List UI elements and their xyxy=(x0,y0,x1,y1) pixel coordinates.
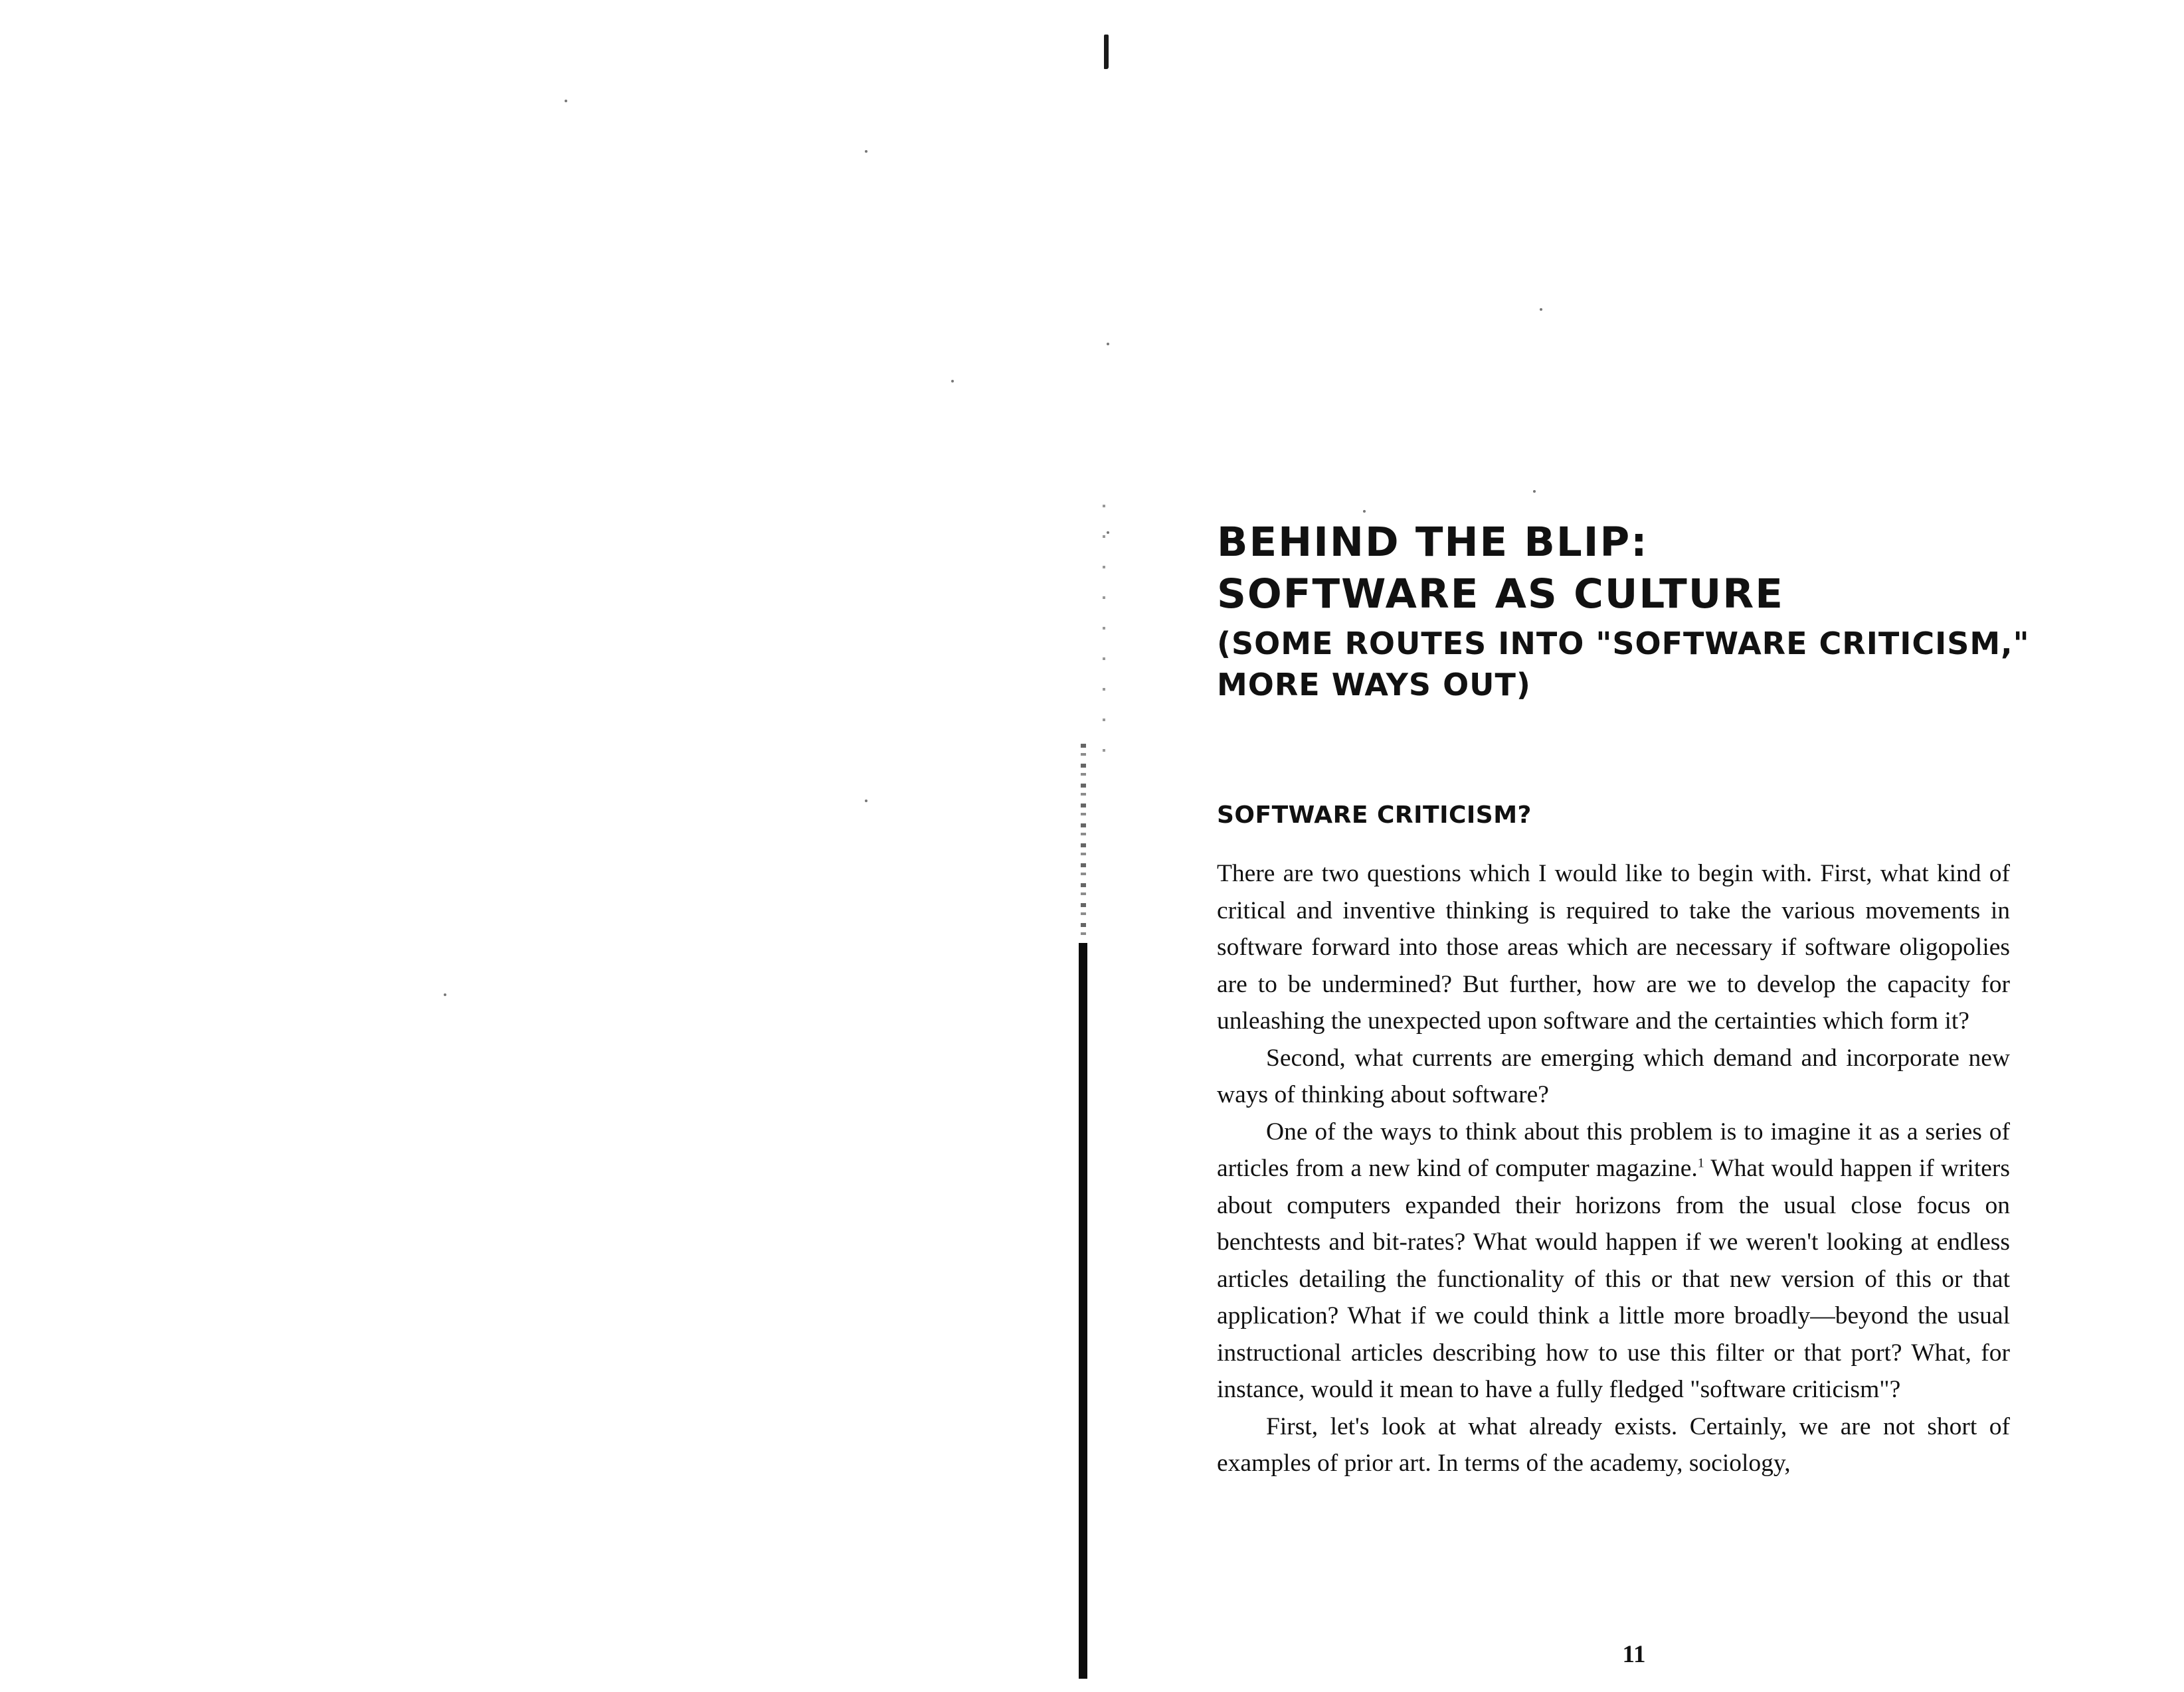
scan-speck xyxy=(1533,490,1536,493)
paragraph-text: What would happen if writers about computers expanded their horizons from the usual close focus on benchtests and bit-rates? What would happen if we weren't looking at endless articles detailing the functionality of this or that new version of this or that application? What if we could think a little more broadly—beyond the usual instructional articles describing how to use this filter or that port? What, for instance, would it mean to have a fully fledged "software criticism"? xyxy=(1217,1155,2010,1403)
scan-speck xyxy=(865,800,867,802)
chapter-subtitle-line-1: (SOME ROUTES INTO "SOFTWARE CRITICISM," xyxy=(1217,626,2030,661)
page-number: 11 xyxy=(1622,1641,1646,1668)
paragraph: There are two questions which I would like to begin with. First, what kind of critical and inventive thinking is required to take the various movements in software forward into those areas which are necessary if software oligopolies are to be undermined? But further, how are we to develop the capacity for unleashing the unexpected upon software and the certainties which form it? xyxy=(1217,860,2010,1035)
footnote-reference[interactable]: 1 xyxy=(1697,1155,1704,1171)
chapter-subtitle xyxy=(1217,623,2030,705)
chapter-title-line-2: SOFTWARE AS CULTURE xyxy=(1217,570,1784,618)
chapter-subtitle-line-2: MORE WAYS OUT) xyxy=(1217,667,1531,703)
scan-speck xyxy=(444,993,446,996)
scan-speck xyxy=(1107,531,1109,534)
gutter-shadow-bar xyxy=(1079,943,1087,1679)
scan-artifact-noise xyxy=(1081,744,1086,943)
scan-artifact-mark xyxy=(1104,35,1109,69)
paragraph-text: One of the ways to think about this problem is to imagine it as a series of articles from a new kind of computer magazine. xyxy=(1217,1118,2010,1182)
body-text xyxy=(1217,855,2010,1482)
scan-speck xyxy=(1540,308,1542,311)
chapter-title xyxy=(1217,517,1784,620)
scan-artifact-dots xyxy=(1103,505,1105,757)
scan-speck xyxy=(1363,510,1366,513)
paragraph xyxy=(1217,1114,2010,1408)
left-page-blank xyxy=(0,0,1089,1692)
scan-speck xyxy=(865,150,867,153)
paragraph: Second, what currents are emerging which demand and incorporate new ways of thinking about software? xyxy=(1217,1044,2010,1108)
scan-speck xyxy=(951,380,954,382)
section-heading: SOFTWARE CRITICISM? xyxy=(1217,802,1532,829)
paragraph: First, let's look at what already exists. Certainly, we are not short of examples of prior art. In terms of the academy, sociology, xyxy=(1217,1412,2010,1477)
chapter-title-line-1: BEHIND THE BLIP: xyxy=(1217,519,1649,566)
scan-speck xyxy=(565,100,567,102)
scan-speck xyxy=(1107,343,1109,345)
